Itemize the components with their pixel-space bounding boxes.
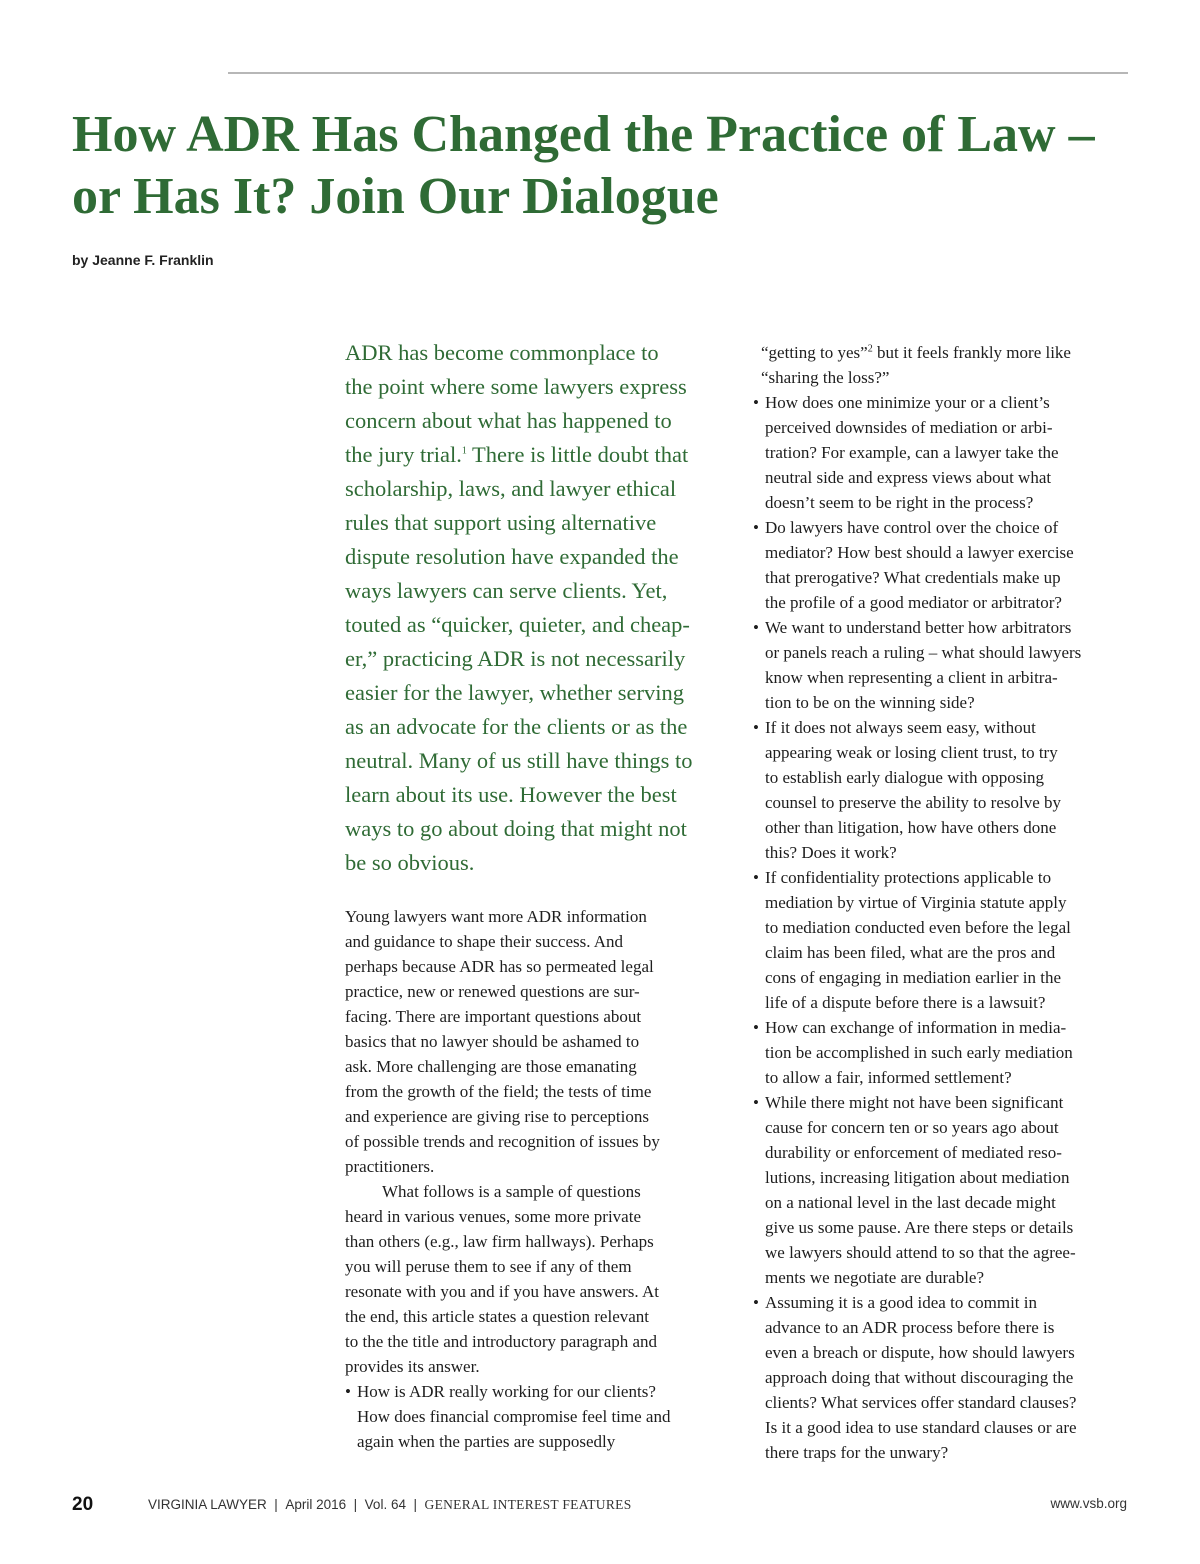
text-line: If it does not always seem easy, without (765, 718, 1036, 737)
text-line: How does one minimize your or a client’s (765, 393, 1050, 412)
text-line: cause for concern ten or so years ago about (765, 1118, 1059, 1137)
text-line: mediator? How best should a lawyer exercise (765, 543, 1074, 562)
intro-line: as an advocate for the clients or as the (345, 714, 688, 739)
bullet-continuation (753, 340, 1133, 390)
byline: by Jeanne F. Franklin (72, 252, 214, 268)
bullet-marker: • (753, 1293, 759, 1312)
intro-line: the point where some lawyers express (345, 374, 687, 399)
text-line: the profile of a good mediator or arbitrator? (765, 593, 1062, 612)
text-line: heard in various venues, some more private (345, 1207, 641, 1226)
separator: | (353, 1497, 358, 1512)
text-line: Assuming it is a good idea to commit in (765, 1293, 1037, 1312)
text-line: ments we negotiate are durable? (765, 1268, 985, 1287)
publication-info (148, 1497, 632, 1513)
text-line: we lawyers should attend to so that the agree- (765, 1243, 1076, 1262)
text-line: lutions, increasing litigation about mediation (765, 1168, 1070, 1187)
text-line: and experience are giving rise to perceptions (345, 1107, 649, 1126)
bullet-item (753, 515, 1133, 615)
text-line: this? Does it work? (765, 843, 897, 862)
bullet-marker: • (753, 1018, 759, 1037)
bullet-marker: • (753, 393, 759, 412)
bullet-marker: • (753, 618, 759, 637)
text-line: of possible trends and recognition of issues by (345, 1132, 660, 1151)
body-paragraph (345, 1179, 725, 1379)
text-line: to establish early dialogue with opposing (765, 768, 1045, 787)
text-line: resonate with you and if you have answers. At (345, 1282, 659, 1301)
intro-line (345, 438, 725, 472)
bullet-item (753, 1090, 1133, 1290)
intro-line: scholarship, laws, and lawyer ethical (345, 476, 677, 501)
intro-line: ADR has become commonplace to (345, 340, 659, 365)
page-number: 20 (72, 1494, 94, 1515)
body-paragraph (345, 904, 725, 1179)
intro-line: ways lawyers can serve clients. Yet, (345, 578, 668, 603)
text-line: you will peruse them to see if any of them (345, 1257, 632, 1276)
question-list (753, 390, 1133, 1465)
bullet-item (753, 1290, 1133, 1465)
text-line: or panels reach a ruling – what should lawyers (765, 643, 1082, 662)
intro-line: concern about what has happened to (345, 408, 672, 433)
bullet-marker: • (345, 1382, 351, 1401)
intro-line: touted as “quicker, quieter, and cheap- (345, 612, 690, 637)
bullet-marker: • (753, 868, 759, 887)
bullet-marker: • (753, 518, 759, 537)
footnote-marker: 1 (461, 445, 467, 457)
text-line: tration? For example, can a lawyer take the (765, 443, 1059, 462)
title-line: or Has It? Join Our Dialogue (72, 168, 719, 225)
issue-date: April 2016 (285, 1497, 347, 1512)
text-line: to allow a fair, informed settlement? (765, 1068, 1012, 1087)
text-line: If confidentiality protections applicable to (765, 868, 1052, 887)
bullet-item (753, 1015, 1133, 1090)
text-line: on a national level in the last decade might (765, 1193, 1056, 1212)
text-line: doesn’t seem to be right in the process? (765, 493, 1034, 512)
intro-line: learn about its use. However the best (345, 782, 677, 807)
text-line: clients? What services offer standard clauses? (765, 1393, 1077, 1412)
article-title (72, 104, 1152, 228)
page-footer (0, 1494, 1200, 1518)
intro-paragraph (345, 336, 725, 880)
bullet-item (753, 715, 1133, 865)
text-line: to the the title and introductory paragraph and (345, 1332, 658, 1351)
text-line: counsel to preserve the ability to resolve by (765, 793, 1061, 812)
footnote-marker: 2 (867, 343, 873, 355)
bullet-item (345, 1379, 725, 1454)
intro-line: ways to go about doing that might not (345, 816, 687, 841)
text-fragment: but it feels frankly more like (872, 343, 1071, 362)
text-line: Do lawyers have control over the choice of (765, 518, 1059, 537)
text-line: the end, this article states a question relevant (345, 1307, 650, 1326)
text-fragment: “getting to yes” (761, 343, 868, 362)
bullet-marker: • (753, 1093, 759, 1112)
text-line: mediation by virtue of Virginia statute apply (765, 893, 1067, 912)
intro-line: dispute resolution have expanded the (345, 544, 679, 569)
text-line: there traps for the unwary? (765, 1443, 949, 1462)
title-line: How ADR Has Changed the Practice of Law – (72, 106, 1095, 163)
intro-line: er,” practicing ADR is not necessarily (345, 646, 686, 671)
text-line: perhaps because ADR has so permeated legal (345, 957, 654, 976)
text-line: basics that no lawyer should be ashamed to (345, 1032, 640, 1051)
text-line: neutral side and express views about what (765, 468, 1052, 487)
text-line: from the growth of the field; the tests of time (345, 1082, 652, 1101)
bullet-item (753, 865, 1133, 1015)
text-line: approach doing that without discouraging the (765, 1368, 1074, 1387)
bullet-item (753, 615, 1133, 715)
text-line: that prerogative? What credentials make up (765, 568, 1061, 587)
text-line: provides its answer. (345, 1357, 480, 1376)
text-line: How does financial compromise feel time and (357, 1407, 671, 1426)
intro-line: rules that support using alternative (345, 510, 657, 535)
intro-line-text: There is little doubt that (466, 442, 689, 467)
text-line: Young lawyers want more ADR information (345, 907, 647, 926)
publication-name: VIRGINIA LAWYER (148, 1497, 267, 1512)
text-line: life of a dispute before there is a lawsuit? (765, 993, 1046, 1012)
intro-line: be so obvious. (345, 850, 475, 875)
text-line: ask. More challenging are those emanating (345, 1057, 637, 1076)
website-url: www.vsb.org (1050, 1496, 1127, 1511)
text-line: “sharing the loss?” (761, 368, 890, 387)
bullet-marker: • (753, 718, 759, 737)
text-line: appearing weak or losing client trust, to try (765, 743, 1058, 762)
text-line: We want to understand better how arbitrators (765, 618, 1072, 637)
text-line: How can exchange of information in media- (765, 1018, 1067, 1037)
text-line: know when representing a client in arbitra- (765, 668, 1058, 687)
text-line: even a breach or dispute, how should lawyers (765, 1343, 1075, 1362)
text-line: again when the parties are supposedly (357, 1432, 616, 1451)
text-line: Is it a good idea to use standard clauses or are (765, 1418, 1077, 1437)
bullet-item (753, 390, 1133, 515)
volume: Vol. 64 (364, 1497, 406, 1512)
text-line: While there might not have been significant (765, 1093, 1064, 1112)
text-line: practitioners. (345, 1157, 435, 1176)
header-rule (228, 72, 1128, 74)
text-line: cons of engaging in mediation earlier in the (765, 968, 1061, 987)
intro-line-text: the jury trial. (345, 442, 462, 467)
text-line: than others (e.g., law firm hallways). Perhaps (345, 1232, 654, 1251)
text-line: practice, new or renewed questions are sur- (345, 982, 640, 1001)
text-line: claim has been filed, what are the pros and (765, 943, 1056, 962)
section-name: GENERAL INTEREST FEATURES (424, 1497, 632, 1512)
text-line: What follows is a sample of questions (382, 1182, 641, 1201)
separator: | (413, 1497, 417, 1512)
column-right (753, 340, 1133, 1465)
text-line (761, 340, 1133, 365)
text-line: advance to an ADR process before there is (765, 1318, 1055, 1337)
text-line: other than litigation, how have others done (765, 818, 1057, 837)
text-line: perceived downsides of mediation or arbi- (765, 418, 1053, 437)
intro-line: neutral. Many of us still have things to (345, 748, 693, 773)
separator: | (274, 1497, 278, 1512)
text-line: How is ADR really working for our clients? (357, 1382, 656, 1401)
text-line: tion to be on the winning side? (765, 693, 975, 712)
text-line: give us some pause. Are there steps or details (765, 1218, 1074, 1237)
text-line: and guidance to shape their success. And (345, 932, 624, 951)
intro-line: easier for the lawyer, whether serving (345, 680, 684, 705)
text-line: durability or enforcement of mediated reso- (765, 1143, 1062, 1162)
text-line: facing. There are important questions about (345, 1007, 642, 1026)
column-left (345, 336, 725, 1454)
text-line: tion be accomplished in such early mediation (765, 1043, 1073, 1062)
text-line: to mediation conducted even before the legal (765, 918, 1071, 937)
